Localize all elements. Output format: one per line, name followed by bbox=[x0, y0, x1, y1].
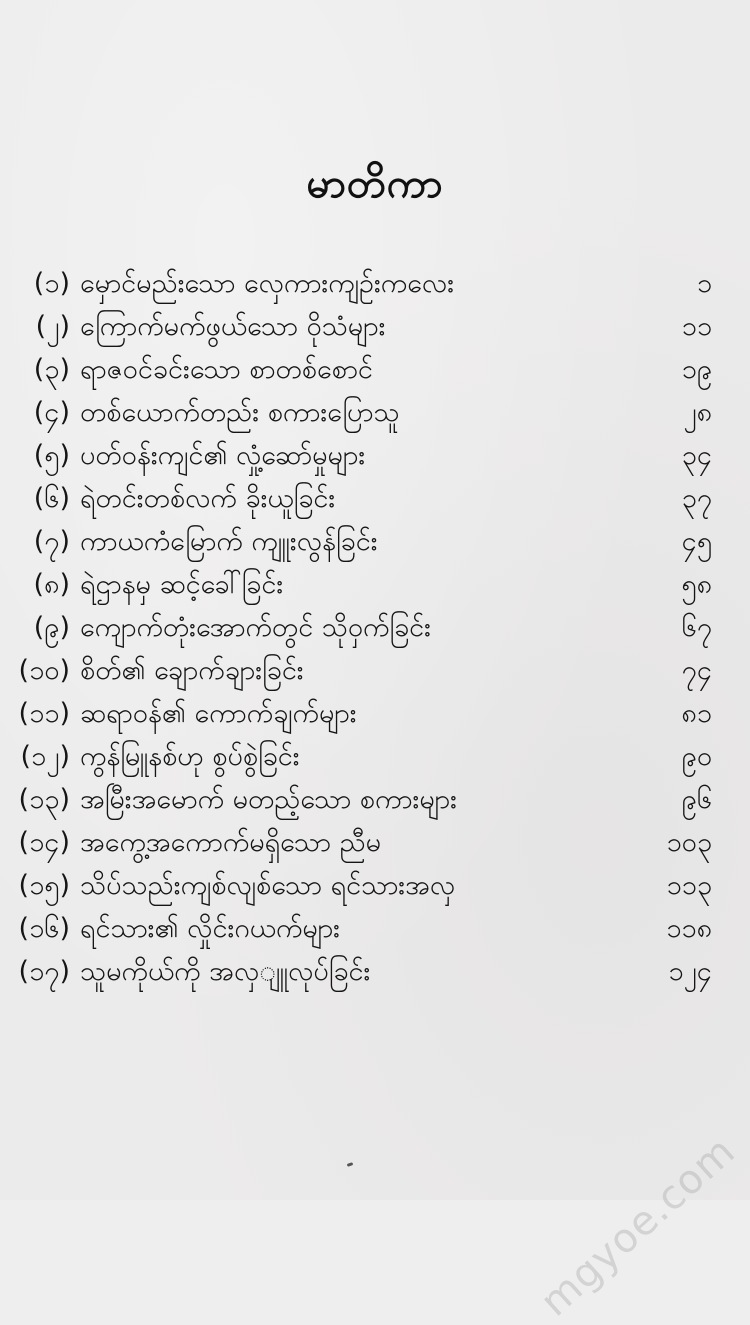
toc-entry bbox=[0, 606, 750, 649]
toc-entry bbox=[0, 907, 750, 950]
toc-entry-title: ကာယကံမြောက် ကျူးလွန်ခြင်း bbox=[80, 526, 378, 557]
toc-entry-page: ၈၁ bbox=[681, 698, 712, 729]
toc-entry-page: ၉၆ bbox=[681, 784, 712, 815]
toc-entry-title: ပတ်ဝန်းကျင်၏ လှုံ့ဆော်မှုများ bbox=[80, 440, 366, 471]
toc-entry bbox=[0, 692, 750, 735]
toc-entry-number: (၇) bbox=[33, 526, 70, 557]
watermark: mgyoe.com bbox=[531, 1127, 744, 1325]
toc-entry-page: ၁၁၈ bbox=[666, 913, 712, 944]
toc-entry bbox=[0, 649, 750, 692]
toc-entry-title: ကွန်မြူနစ်ဟု စွပ်စွဲခြင်း bbox=[80, 741, 300, 772]
toc-entry-number: (၁) bbox=[33, 268, 70, 299]
toc-entry-number: (၁၆) bbox=[18, 913, 70, 944]
toc-entry-number: (၁၅) bbox=[18, 870, 70, 901]
toc-entry-title: ရင်သား၏ လှိုင်းဂယက်များ bbox=[80, 913, 341, 944]
toc-entry-page: ၁ bbox=[696, 268, 712, 299]
toc-entry bbox=[0, 434, 750, 477]
toc-entry-title: ကြောက်မက်ဖွယ်သော ဝိုသံများ bbox=[80, 311, 386, 342]
toc-entry-title: ဆရာဝန်၏ ကောက်ချက်များ bbox=[80, 698, 357, 729]
toc-entry-number: (၂) bbox=[35, 311, 70, 342]
toc-entry-page: ၉၀ bbox=[681, 741, 712, 772]
toc-entry-title: ရာဇဝင်ခင်းသော စာတစ်စောင် bbox=[80, 354, 373, 385]
print-speck bbox=[347, 1162, 354, 1167]
toc-entry-title: ရဲတင်းတစ်လက် ခိုးယူခြင်း bbox=[80, 483, 336, 514]
toc-entry-number: (၃) bbox=[33, 354, 70, 385]
toc-entry-number: (၄) bbox=[33, 397, 70, 428]
toc-entry-page: ၁၂၄ bbox=[668, 956, 712, 987]
toc-entry bbox=[0, 262, 750, 305]
toc-entry-page: ၃၄ bbox=[681, 440, 712, 471]
toc-entry bbox=[0, 950, 750, 993]
toc-entry-page: ၁၀၃ bbox=[666, 827, 712, 858]
toc-entry bbox=[0, 305, 750, 348]
toc-entry bbox=[0, 735, 750, 778]
toc-entry-page: ၂၈ bbox=[683, 397, 712, 428]
toc-entry-number: (၁၇) bbox=[18, 956, 70, 987]
toc-entry bbox=[0, 348, 750, 391]
toc-entry-page: ၅၈ bbox=[681, 569, 712, 600]
toc-entry-number: (၁၁) bbox=[18, 698, 70, 729]
toc-entry bbox=[0, 391, 750, 434]
toc-entry-number: (၈) bbox=[33, 569, 70, 600]
page-title: မာတိကာ bbox=[306, 161, 444, 207]
toc-entry-page: ၇၄ bbox=[681, 655, 712, 686]
toc-entry bbox=[0, 520, 750, 563]
toc-entry-number: (၅) bbox=[33, 440, 70, 471]
toc-entry bbox=[0, 821, 750, 864]
toc-entry-title: ရဲဌာနမှ ဆင့်ခေါ်ခြင်း bbox=[80, 569, 284, 600]
toc-entry-page: ၁၁ bbox=[681, 311, 712, 342]
toc-entry-title: မှောင်မည်းသော လှေကားကျဉ်းကလေး bbox=[80, 268, 455, 299]
toc-entry bbox=[0, 477, 750, 520]
toc-entry bbox=[0, 864, 750, 907]
toc-entry-title: အမြီးအမောက် မတည့်သော စကားများ bbox=[80, 784, 457, 815]
toc-entry-number: (၁၂) bbox=[20, 741, 70, 772]
toc-entry-page: ၁၁၃ bbox=[666, 870, 712, 901]
toc-entry-number: (၉) bbox=[33, 612, 70, 643]
toc-entry-number: (၁၀) bbox=[18, 655, 70, 686]
toc-entry-page: ၄၅ bbox=[681, 526, 712, 557]
toc-entry-page: ၆၇ bbox=[681, 612, 712, 643]
toc-entry bbox=[0, 778, 750, 821]
toc-entry-title: တစ်ယောက်တည်း စကားပြောသူ bbox=[80, 397, 400, 428]
toc-entry-page: ၃၇ bbox=[681, 483, 712, 514]
toc-entry-title: ကျောက်တုံးအောက်တွင် သိုဝှက်ခြင်း bbox=[80, 612, 432, 643]
toc-entry-title: စိတ်၏ ချောက်ချားခြင်း bbox=[80, 655, 304, 686]
toc-entry bbox=[0, 563, 750, 606]
toc-entry-number: (၆) bbox=[33, 483, 70, 514]
table-of-contents bbox=[0, 262, 750, 993]
toc-entry-page: ၁၉ bbox=[681, 354, 712, 385]
toc-entry-title: သိပ်သည်းကျစ်လျစ်သော ရင်သားအလှ bbox=[80, 870, 456, 901]
toc-entry-title: သူမကိုယ်ကို အလှျူလုပ်ခြင်း bbox=[80, 956, 371, 987]
toc-entry-number: (၁၃) bbox=[18, 784, 70, 815]
toc-entry-number: (၁၄) bbox=[18, 827, 70, 858]
toc-entry-title: အကွေ့အကောက်မရှိသော ညီမ bbox=[80, 827, 382, 858]
